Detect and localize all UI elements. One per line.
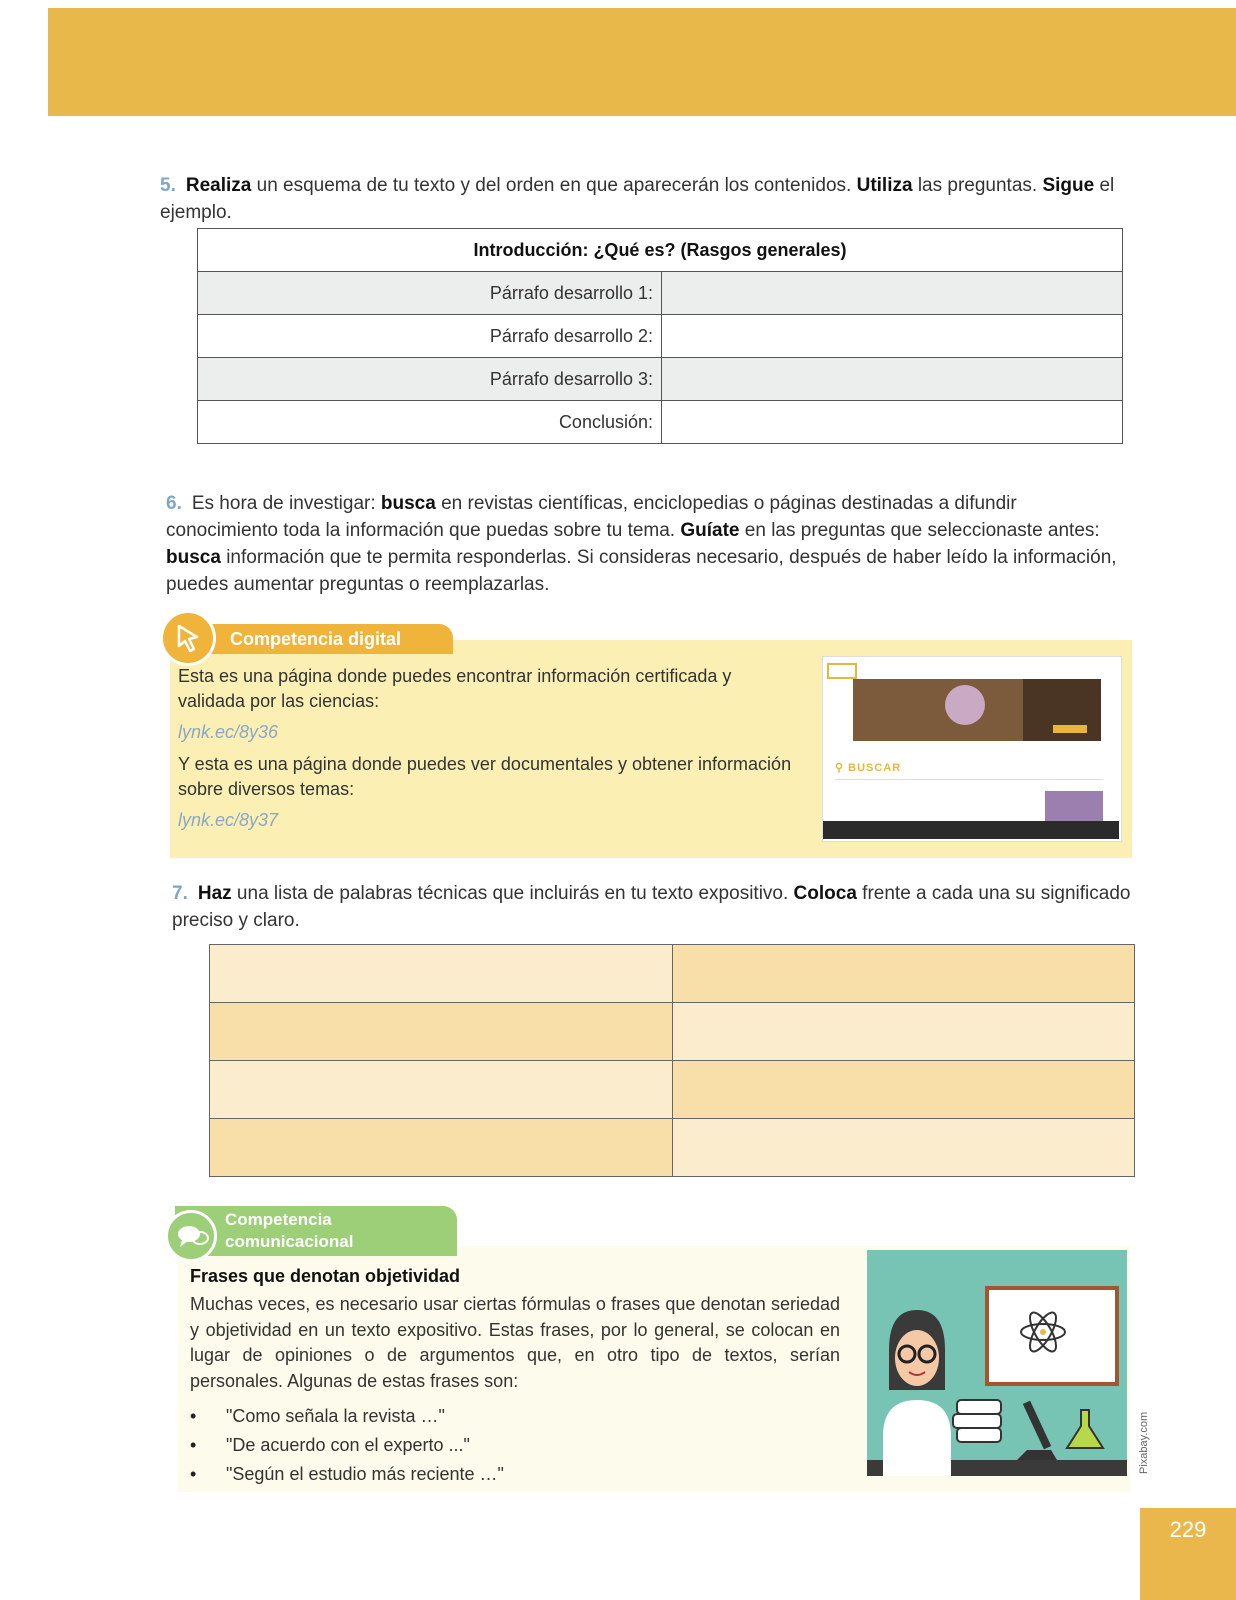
table-row [198, 358, 1123, 401]
exercise-number: 5. [160, 175, 176, 196]
exercise-7 [172, 880, 1132, 934]
cursor-icon [160, 610, 216, 666]
instruction-verb: busca [380, 493, 436, 514]
table-row [198, 401, 1123, 444]
exercise-text: en las preguntas que seleccionaste antes: [739, 520, 1100, 541]
section-body: Muchas veces, es necesario usar ciertas fórmulas o frases que denotan seriedad y objetividad en un texto expositivo. Estas frases, por lo general, se colocan en lugar de opiniones o de argumentos que, en otro tipo de textos, serían personales. Algunas de estas frases son: [190, 1294, 840, 1391]
exercise-5 [160, 172, 1120, 226]
list-item: • "Como señala la revista …" [190, 1402, 504, 1431]
header-band [48, 8, 1236, 116]
schema-label: Párrafo desarrollo 1: [198, 272, 662, 315]
exercise-number: 6. [166, 493, 182, 514]
hero-image [853, 679, 1101, 741]
digital-text-1: Esta es una página donde puedes encontrar información certificada y validada por las ciencias: [178, 666, 732, 711]
instruction-verb: Guíate [680, 520, 740, 541]
title-line: Competencia [225, 1210, 332, 1229]
word-cell[interactable] [210, 1119, 673, 1177]
hero-button [1053, 725, 1087, 733]
list-item: • "De acuerdo con el experto ..." [190, 1431, 504, 1460]
spider-image [945, 685, 985, 725]
exercise-text: las preguntas. [912, 175, 1043, 196]
scientist-illustration [867, 1250, 1127, 1476]
table-row [210, 1061, 1135, 1119]
vocabulary-table [209, 944, 1135, 1177]
search-label: BUSCAR [848, 762, 902, 774]
meaning-cell[interactable] [672, 1061, 1135, 1119]
schema-table [197, 228, 1123, 444]
site-logo [827, 663, 857, 679]
schema-label: Conclusión: [198, 401, 662, 444]
exercise-text: en revistas científicas, enciclopedias o páginas destinadas a difundir conocimiento toda la información que puedas sobre tu tema. [166, 493, 1017, 541]
instruction-verb: Haz [197, 883, 232, 904]
table-row [210, 1119, 1135, 1177]
word-cell[interactable] [210, 1003, 673, 1061]
schema-label: Párrafo desarrollo 3: [198, 358, 662, 401]
link-lynk-8y36[interactable]: lynk.ec/8y36 [178, 722, 279, 742]
speech-bubbles-icon [165, 1210, 217, 1262]
exercise-text: un esquema de tu texto y del orden en que aparecerán los contenidos. [251, 175, 857, 196]
exercise-text: información que te permita responderlas. Si consideras necesario, después de haber leído la información, puedes aumentar preguntas o reemplazarlas. [166, 547, 1117, 595]
instruction-verb: Realiza [185, 175, 252, 196]
list-item: • "Según el estudio más reciente …" [190, 1460, 504, 1489]
instruction-verb: busca [166, 547, 221, 568]
meaning-cell[interactable] [672, 1119, 1135, 1177]
instruction-verb: Utiliza [856, 175, 913, 196]
table-row [210, 945, 1135, 1003]
exercise-number: 7. [172, 883, 188, 904]
word-cell[interactable] [210, 1061, 673, 1119]
exercise-6 [166, 490, 1126, 598]
title-line: comunicacional [225, 1232, 354, 1251]
meaning-cell[interactable] [672, 1003, 1135, 1061]
digital-text-2: Y esta es una página donde puedes ver documentales y obtener información sobre diversos temas: [178, 754, 792, 799]
table-row [210, 1003, 1135, 1061]
schema-label: Párrafo desarrollo 2: [198, 315, 662, 358]
page-number: 229 [1140, 1508, 1236, 1600]
website-screenshot [822, 656, 1122, 842]
answer-cell[interactable] [662, 315, 1123, 358]
divider [835, 779, 1103, 780]
answer-cell[interactable] [662, 401, 1123, 444]
meaning-cell[interactable] [672, 945, 1135, 1003]
table-row [198, 272, 1123, 315]
answer-cell[interactable] [662, 358, 1123, 401]
word-cell[interactable] [210, 945, 673, 1003]
table-row [198, 315, 1123, 358]
image-credit: Pixabay.com [1138, 1411, 1150, 1474]
answer-cell[interactable] [662, 272, 1123, 315]
instruction-verb: Coloca [793, 883, 857, 904]
instruction-verb: Sigue [1042, 175, 1095, 196]
exercise-text: frente a cada una su significado preciso y claro. [172, 883, 1131, 931]
phrase-list [190, 1402, 504, 1489]
competencia-comunicacional-title [175, 1206, 457, 1256]
exercise-text: una lista de palabras técnicas que incluirás en tu texto expositivo. [231, 883, 794, 904]
competencia-digital-title: Competencia digital [168, 624, 453, 654]
site-search [835, 761, 901, 774]
thumbnail [1045, 791, 1103, 821]
search-icon: ⚲ [835, 762, 849, 774]
exercise-text: Es hora de investigar: [191, 493, 381, 514]
footer-bar [823, 821, 1119, 839]
section-heading: Frases que denotan objetividad [190, 1266, 461, 1286]
link-lynk-8y37[interactable]: lynk.ec/8y37 [178, 810, 279, 830]
exercise-text: el ejemplo. [160, 175, 1115, 223]
schema-header: Introducción: ¿Qué es? (Rasgos generales) [198, 229, 1123, 272]
